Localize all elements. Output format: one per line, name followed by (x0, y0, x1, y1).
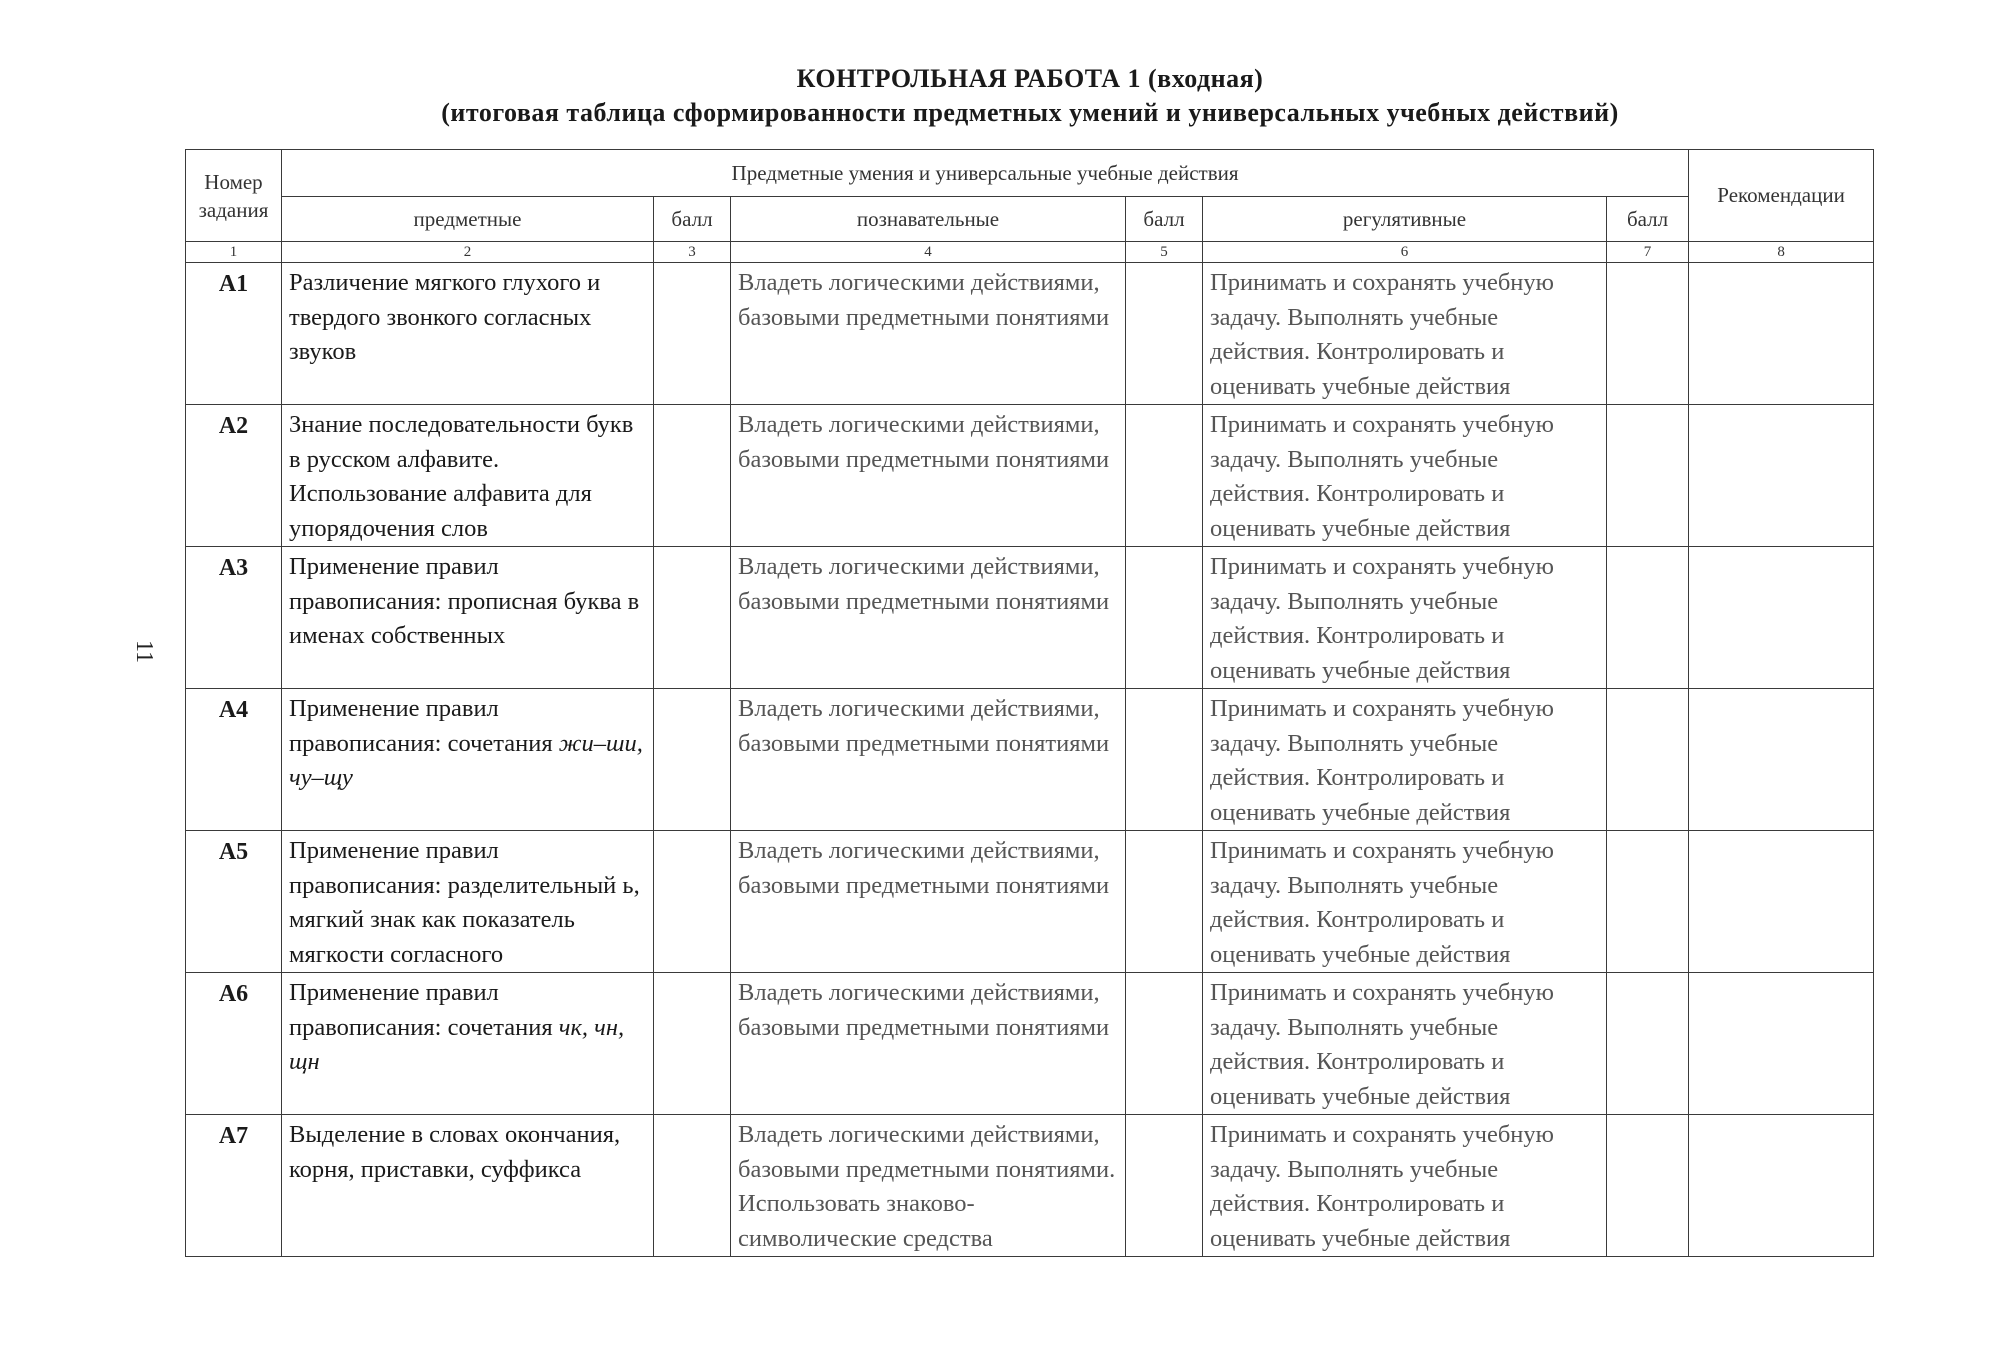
cognitive-skill: Владеть логическими действиями, базовыми предметными понятиями (731, 831, 1126, 973)
column-number: 1 (186, 242, 282, 263)
regulatory-skill: Принимать и сохранять учебную задачу. Выполнять учебные действия. Контролировать и оценивать учебные действия (1203, 1115, 1607, 1257)
header-recommendations: Рекомендации (1689, 150, 1874, 242)
score-cell (1126, 689, 1203, 831)
score-cell (1126, 831, 1203, 973)
table-row (186, 831, 1874, 973)
score-cell (1607, 263, 1689, 405)
recommendations-cell (1689, 1115, 1874, 1257)
italic-letter-combination: жи–ши, чу–щу (289, 729, 643, 791)
cognitive-skill: Владеть логическими действиями, базовыми предметными понятиями (731, 405, 1126, 547)
cognitive-skill: Владеть логическими действиями, базовыми предметными понятиями (731, 973, 1126, 1115)
regulatory-skill: Принимать и сохранять учебную задачу. Выполнять учебные действия. Контролировать и оценивать учебные действия (1203, 689, 1607, 831)
task-number: А7 (186, 1115, 282, 1257)
table-row (186, 689, 1874, 831)
score-cell (1607, 547, 1689, 689)
page-title: КОНТРОЛЬНАЯ РАБОТА 1 (входная) (796, 64, 1264, 93)
task-number: А6 (186, 973, 282, 1115)
regulatory-skill: Принимать и сохранять учебную задачу. Выполнять учебные действия. Контролировать и оценивать учебные действия (1203, 831, 1607, 973)
header-score: балл (1126, 197, 1203, 242)
score-cell (1126, 1115, 1203, 1257)
score-cell (654, 689, 731, 831)
score-cell (1607, 405, 1689, 547)
subject-skill: Применение правил правописания: разделительный ь, мягкий знак как показатель мягкости согласного (282, 831, 654, 973)
recommendations-cell (1689, 405, 1874, 547)
header-subject: предметные (282, 197, 654, 242)
subject-skill: Применение правил правописания: сочетания жи–ши, чу–щу (282, 689, 654, 831)
italic-letter-combination: чк, чн, щн (289, 1013, 625, 1075)
header-task-number: Номер задания (186, 150, 282, 242)
results-table (185, 149, 1874, 1257)
task-number: А2 (186, 405, 282, 547)
score-cell (1126, 263, 1203, 405)
table-row (186, 973, 1874, 1115)
column-number: 6 (1203, 242, 1607, 263)
task-number: А1 (186, 263, 282, 405)
header-cognitive: познавательные (731, 197, 1126, 242)
column-number: 8 (1689, 242, 1874, 263)
regulatory-skill: Принимать и сохранять учебную задачу. Выполнять учебные действия. Контролировать и оценивать учебные действия (1203, 973, 1607, 1115)
title-block (0, 62, 2000, 130)
score-cell (654, 1115, 731, 1257)
task-number: А3 (186, 547, 282, 689)
score-cell (1126, 547, 1203, 689)
column-number: 3 (654, 242, 731, 263)
score-cell (654, 263, 731, 405)
recommendations-cell (1689, 263, 1874, 405)
header-score: балл (654, 197, 731, 242)
score-cell (654, 973, 731, 1115)
cognitive-skill: Владеть логическими действиями, базовыми предметными понятиями (731, 547, 1126, 689)
subject-skill: Различение мягкого глухого и твердого звонкого согласных звуков (282, 263, 654, 405)
score-cell (654, 547, 731, 689)
column-number: 5 (1126, 242, 1203, 263)
page-number: 11 (131, 639, 158, 664)
header-regulatory: регулятивные (1203, 197, 1607, 242)
score-cell (1607, 973, 1689, 1115)
regulatory-skill: Принимать и сохранять учебную задачу. Выполнять учебные действия. Контролировать и оценивать учебные действия (1203, 405, 1607, 547)
task-number: А4 (186, 689, 282, 831)
score-cell (1126, 405, 1203, 547)
table-row (186, 547, 1874, 689)
regulatory-skill: Принимать и сохранять учебную задачу. Выполнять учебные действия. Контролировать и оценивать учебные действия (1203, 263, 1607, 405)
recommendations-cell (1689, 973, 1874, 1115)
score-cell (654, 831, 731, 973)
cognitive-skill: Владеть логическими действиями, базовыми предметными понятиями (731, 263, 1126, 405)
regulatory-skill: Принимать и сохранять учебную задачу. Выполнять учебные действия. Контролировать и оценивать учебные действия (1203, 547, 1607, 689)
score-cell (1126, 973, 1203, 1115)
score-cell (1607, 689, 1689, 831)
cognitive-skill: Владеть логическими действиями, базовыми предметными понятиями. Использовать знаково-символические средства (731, 1115, 1126, 1257)
cognitive-skill: Владеть логическими действиями, базовыми предметными понятиями (731, 689, 1126, 831)
column-number: 7 (1607, 242, 1689, 263)
table-row (186, 263, 1874, 405)
table-row (186, 1115, 1874, 1257)
score-cell (654, 405, 731, 547)
recommendations-cell (1689, 831, 1874, 973)
header-group: Предметные умения и универсальные учебные действия (282, 150, 1689, 197)
page-subtitle: (итоговая таблица сформированности предметных умений и универсальных учебных действий) (441, 98, 1619, 127)
score-cell (1607, 1115, 1689, 1257)
task-number: А5 (186, 831, 282, 973)
header-score: балл (1607, 197, 1689, 242)
subject-skill: Знание последовательности букв в русском алфавите. Использование алфавита для упорядочения слов (282, 405, 654, 547)
subject-skill: Применение правил правописания: сочетания чк, чн, щн (282, 973, 654, 1115)
table-row (186, 405, 1874, 547)
column-number: 4 (731, 242, 1126, 263)
subject-skill: Выделение в словах окончания, корня, приставки, суффикса (282, 1115, 654, 1257)
recommendations-cell (1689, 689, 1874, 831)
recommendations-cell (1689, 547, 1874, 689)
subject-skill: Применение правил правописания: прописная буква в именах собственных (282, 547, 654, 689)
score-cell (1607, 831, 1689, 973)
column-number: 2 (282, 242, 654, 263)
column-number-row (186, 242, 1874, 263)
